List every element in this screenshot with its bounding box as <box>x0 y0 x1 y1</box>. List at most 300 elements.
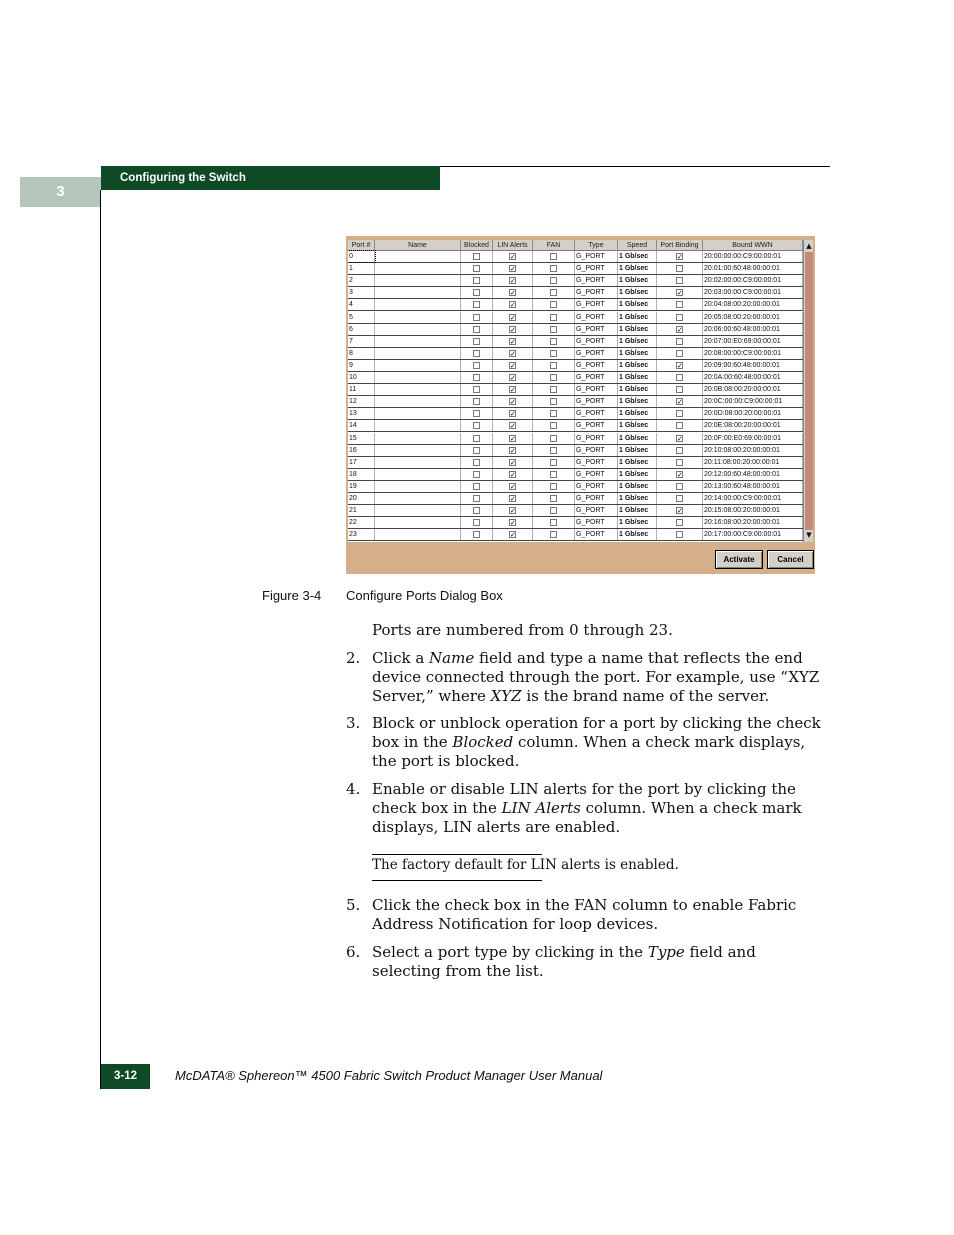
blocked-checkbox-cell <box>461 372 493 383</box>
blocked-checkbox[interactable] <box>473 495 480 502</box>
lin-alerts-checkbox[interactable]: ✓ <box>510 265 516 274</box>
lin-alerts-checkbox-cell <box>493 275 533 286</box>
type-field[interactable]: G_PORT <box>575 408 618 419</box>
bound-wwn-field[interactable]: 20:06:00:60:48:00:00:01 <box>703 324 803 335</box>
port-binding-checkbox[interactable]: ✓ <box>677 289 683 298</box>
port-binding-checkbox-cell <box>657 505 703 516</box>
bound-wwn-field[interactable]: 20:0B:08:00:20:00:00:01 <box>703 384 803 395</box>
port-binding-checkbox[interactable] <box>676 350 683 357</box>
lin-alerts-checkbox-cell <box>493 324 533 335</box>
port-binding-checkbox-cell <box>657 396 703 407</box>
speed-field[interactable]: 1 Gb/sec <box>618 360 657 371</box>
bound-wwn-field[interactable]: 20:15:08:00:20:00:00:01 <box>703 505 803 516</box>
speed-field[interactable]: 1 Gb/sec <box>618 312 657 323</box>
lin-alerts-checkbox[interactable]: ✓ <box>510 277 516 286</box>
port-binding-checkbox-cell <box>657 384 703 395</box>
bound-wwn-field[interactable]: 20:17:00:00:C9:00:00:01 <box>703 529 803 540</box>
speed-field[interactable]: 1 Gb/sec <box>618 348 657 359</box>
lin-alerts-checkbox[interactable]: ✓ <box>510 253 516 261</box>
name-field[interactable] <box>375 505 461 516</box>
blocked-checkbox-cell <box>461 348 493 359</box>
speed-field[interactable]: 1 Gb/sec <box>618 263 657 274</box>
lin-alerts-checkbox-cell <box>493 287 533 298</box>
fan-checkbox[interactable] <box>550 398 557 405</box>
ports-table <box>348 240 803 542</box>
step-number: 6. <box>346 943 361 961</box>
name-field[interactable] <box>375 384 461 395</box>
port-binding-checkbox-cell <box>657 481 703 492</box>
port-binding-checkbox[interactable]: ✓ <box>677 325 683 334</box>
lin-alerts-checkbox[interactable]: ✓ <box>510 519 516 528</box>
blocked-checkbox-cell <box>461 360 493 371</box>
fan-checkbox-cell <box>533 420 575 431</box>
port-binding-checkbox[interactable] <box>676 374 683 381</box>
blocked-checkbox[interactable] <box>473 459 480 466</box>
bound-wwn-field[interactable]: 20:13:00:60:48:00:00:01 <box>703 481 803 492</box>
port-cell: 12 <box>348 396 375 407</box>
blocked-checkbox[interactable] <box>473 265 480 272</box>
fan-checkbox-cell <box>533 263 575 274</box>
bound-wwn-field[interactable]: 20:16:08:00:20:00:00:01 <box>703 517 803 528</box>
type-field[interactable]: G_PORT <box>575 481 618 492</box>
fan-checkbox-cell <box>533 336 575 347</box>
name-field[interactable] <box>375 408 461 419</box>
name-field[interactable] <box>375 481 461 492</box>
bound-wwn-field[interactable]: 20:0C:00:00:C9:00:00:01 <box>703 396 803 407</box>
section-header: Configuring the Switch <box>101 166 440 190</box>
port-cell: 14 <box>348 420 375 431</box>
fan-checkbox[interactable] <box>550 531 557 538</box>
lin-alerts-checkbox[interactable]: ✓ <box>510 531 516 540</box>
port-binding-checkbox[interactable] <box>676 265 683 272</box>
type-field[interactable]: G_PORT <box>575 336 618 347</box>
fan-checkbox-cell <box>533 505 575 516</box>
fan-checkbox[interactable] <box>550 519 557 526</box>
table-row <box>348 469 803 481</box>
name-field[interactable] <box>375 372 461 383</box>
blocked-checkbox[interactable] <box>473 519 480 526</box>
port-binding-checkbox[interactable] <box>676 495 683 502</box>
port-binding-checkbox[interactable] <box>676 483 683 490</box>
lin-alerts-checkbox-cell <box>493 420 533 431</box>
type-field[interactable]: G_PORT <box>575 505 618 516</box>
table-row <box>348 529 803 541</box>
name-field[interactable] <box>375 251 461 262</box>
speed-field[interactable]: 1 Gb/sec <box>618 493 657 504</box>
bound-wwn-field[interactable]: 20:07:00:E0:69:00:00:01 <box>703 336 803 347</box>
col-port-binding-header[interactable]: Port Binding <box>657 240 703 251</box>
page-number: 3-12 <box>101 1064 150 1089</box>
name-field[interactable] <box>375 457 461 468</box>
port-cell: 1 <box>348 263 375 274</box>
name-field[interactable] <box>375 529 461 540</box>
name-field[interactable] <box>375 360 461 371</box>
blocked-checkbox[interactable] <box>473 362 480 369</box>
blocked-checkbox[interactable] <box>473 422 480 429</box>
blocked-checkbox-cell <box>461 251 493 262</box>
port-binding-checkbox[interactable] <box>676 410 683 417</box>
table-row <box>348 360 803 372</box>
fan-checkbox[interactable] <box>550 253 557 260</box>
name-field[interactable] <box>375 445 461 456</box>
speed-field[interactable]: 1 Gb/sec <box>618 251 657 262</box>
header-rule <box>440 166 830 167</box>
name-field[interactable] <box>375 517 461 528</box>
speed-field[interactable]: 1 Gb/sec <box>618 287 657 298</box>
fan-checkbox[interactable] <box>550 471 557 478</box>
blocked-checkbox-cell <box>461 384 493 395</box>
fan-checkbox[interactable] <box>550 435 557 442</box>
blocked-checkbox[interactable] <box>473 447 480 454</box>
fan-checkbox[interactable] <box>550 326 557 333</box>
lin-alerts-checkbox[interactable]: ✓ <box>510 470 516 479</box>
port-binding-checkbox[interactable] <box>676 519 683 526</box>
fan-checkbox[interactable] <box>550 386 557 393</box>
fan-checkbox[interactable] <box>550 289 557 296</box>
port-binding-checkbox[interactable] <box>676 314 683 321</box>
speed-field[interactable]: 1 Gb/sec <box>618 408 657 419</box>
name-field[interactable] <box>375 420 461 431</box>
type-field[interactable]: G_PORT <box>575 275 618 286</box>
type-field[interactable]: G_PORT <box>575 433 618 444</box>
type-field[interactable]: G_PORT <box>575 263 618 274</box>
bound-wwn-field[interactable]: 20:02:00:00:C9:00:00:01 <box>703 275 803 286</box>
lin-alerts-checkbox[interactable]: ✓ <box>510 337 516 346</box>
blocked-checkbox[interactable] <box>473 507 480 514</box>
blocked-checkbox[interactable] <box>473 531 480 538</box>
step-2 <box>346 649 822 706</box>
port-binding-checkbox[interactable]: ✓ <box>677 434 683 443</box>
scroll-up-arrow-icon[interactable]: ▲ <box>806 242 812 250</box>
fan-checkbox-cell <box>533 457 575 468</box>
port-cell: 20 <box>348 493 375 504</box>
port-binding-checkbox[interactable] <box>676 301 683 308</box>
speed-field[interactable]: 1 Gb/sec <box>618 517 657 528</box>
name-field[interactable] <box>375 275 461 286</box>
bound-wwn-field[interactable]: 20:01:00:60:48:00:00:01 <box>703 263 803 274</box>
footer-title: McDATA® Sphereon™ 4500 Fabric Switch Product Manager User Manual <box>175 1068 603 1083</box>
step-4 <box>346 780 822 837</box>
port-binding-checkbox[interactable] <box>676 386 683 393</box>
fan-checkbox-cell <box>533 372 575 383</box>
port-binding-checkbox-cell <box>657 457 703 468</box>
speed-field[interactable]: 1 Gb/sec <box>618 505 657 516</box>
blocked-checkbox[interactable] <box>473 435 480 442</box>
configure-ports-dialog <box>346 236 815 574</box>
bound-wwn-field[interactable]: 20:0A:00:60:48:00:00:01 <box>703 372 803 383</box>
lin-alerts-checkbox-cell <box>493 348 533 359</box>
port-binding-checkbox[interactable] <box>676 338 683 345</box>
note-text: The factory default for LIN alerts is enabled. <box>372 857 679 873</box>
table-scrollbar[interactable] <box>803 240 813 542</box>
blocked-checkbox-cell <box>461 469 493 480</box>
type-field[interactable]: G_PORT <box>575 517 618 528</box>
speed-field[interactable]: 1 Gb/sec <box>618 336 657 347</box>
port-cell: 21 <box>348 505 375 516</box>
lin-alerts-checkbox[interactable]: ✓ <box>510 313 516 322</box>
lin-alerts-checkbox-cell <box>493 251 533 262</box>
table-row <box>348 275 803 287</box>
bound-wwn-field[interactable]: 20:09:00:60:48:00:00:01 <box>703 360 803 371</box>
type-field[interactable]: G_PORT <box>575 324 618 335</box>
blocked-checkbox-cell <box>461 396 493 407</box>
table-row <box>348 420 803 432</box>
bound-wwn-field[interactable]: 20:10:08:00:20:00:00:01 <box>703 445 803 456</box>
name-field[interactable] <box>375 287 461 298</box>
name-field[interactable] <box>375 396 461 407</box>
port-binding-checkbox-cell <box>657 360 703 371</box>
type-field[interactable]: G_PORT <box>575 529 618 540</box>
fan-checkbox[interactable] <box>550 362 557 369</box>
fan-checkbox[interactable] <box>550 374 557 381</box>
fan-checkbox-cell <box>533 360 575 371</box>
fan-checkbox[interactable] <box>550 410 557 417</box>
lin-alerts-checkbox-cell <box>493 445 533 456</box>
type-field[interactable]: G_PORT <box>575 312 618 323</box>
lin-alerts-checkbox-cell <box>493 529 533 540</box>
fan-checkbox[interactable] <box>550 301 557 308</box>
blocked-checkbox-cell <box>461 481 493 492</box>
table-row <box>348 505 803 517</box>
port-binding-checkbox[interactable]: ✓ <box>677 361 683 370</box>
port-binding-checkbox[interactable]: ✓ <box>677 253 683 261</box>
bound-wwn-field[interactable]: 20:00:00:00:C9:00:00:01 <box>703 251 803 262</box>
speed-field[interactable]: 1 Gb/sec <box>618 396 657 407</box>
fan-checkbox[interactable] <box>550 507 557 514</box>
chapter-tab: 3 <box>20 177 101 207</box>
bound-wwn-field[interactable]: 20:12:00:60:48:00:00:01 <box>703 469 803 480</box>
table-row <box>348 263 803 275</box>
fan-checkbox-cell <box>533 299 575 310</box>
blocked-checkbox[interactable] <box>473 253 480 260</box>
lin-alerts-checkbox[interactable]: ✓ <box>510 422 516 431</box>
type-field[interactable]: G_PORT <box>575 420 618 431</box>
blocked-checkbox-cell <box>461 299 493 310</box>
lin-alerts-checkbox[interactable]: ✓ <box>510 386 516 395</box>
blocked-checkbox[interactable] <box>473 301 480 308</box>
scroll-down-arrow-icon[interactable]: ▼ <box>806 531 812 539</box>
port-binding-checkbox-cell <box>657 287 703 298</box>
speed-field[interactable]: 1 Gb/sec <box>618 372 657 383</box>
blocked-checkbox[interactable] <box>473 398 480 405</box>
name-field[interactable] <box>375 336 461 347</box>
table-row <box>348 481 803 493</box>
bound-wwn-field[interactable]: 20:0E:08:00:20:00:00:01 <box>703 420 803 431</box>
fan-checkbox[interactable] <box>550 265 557 272</box>
col-fan-header[interactable]: FAN <box>533 240 575 251</box>
lin-alerts-checkbox-cell <box>493 481 533 492</box>
port-cell: 6 <box>348 324 375 335</box>
step-3 <box>346 714 822 771</box>
cancel-button[interactable]: Cancel <box>767 550 814 569</box>
lin-alerts-checkbox[interactable]: ✓ <box>510 446 516 455</box>
speed-field[interactable]: 1 Gb/sec <box>618 324 657 335</box>
fan-checkbox[interactable] <box>550 447 557 454</box>
name-field[interactable] <box>375 469 461 480</box>
blocked-checkbox-cell <box>461 457 493 468</box>
name-field[interactable] <box>375 263 461 274</box>
port-binding-checkbox-cell <box>657 517 703 528</box>
port-binding-checkbox-cell <box>657 324 703 335</box>
speed-field[interactable]: 1 Gb/sec <box>618 420 657 431</box>
col-port-header[interactable]: Port # <box>348 240 375 251</box>
name-field[interactable] <box>375 348 461 359</box>
bound-wwn-field[interactable]: 20:05:08:00:20:00:00:01 <box>703 312 803 323</box>
speed-field[interactable]: 1 Gb/sec <box>618 481 657 492</box>
lin-alerts-checkbox[interactable]: ✓ <box>510 495 516 503</box>
col-speed-header[interactable]: Speed <box>618 240 657 251</box>
port-cell: 10 <box>348 372 375 383</box>
lin-alerts-checkbox-cell <box>493 517 533 528</box>
blocked-checkbox-cell <box>461 493 493 504</box>
port-binding-checkbox-cell <box>657 445 703 456</box>
name-field[interactable] <box>375 312 461 323</box>
port-binding-checkbox-cell <box>657 263 703 274</box>
port-binding-checkbox[interactable] <box>676 277 683 284</box>
type-field[interactable]: G_PORT <box>575 457 618 468</box>
lin-alerts-checkbox-cell <box>493 336 533 347</box>
step-6 <box>346 943 822 981</box>
lin-alerts-checkbox[interactable]: ✓ <box>510 410 516 419</box>
speed-field[interactable]: 1 Gb/sec <box>618 433 657 444</box>
blocked-checkbox-cell <box>461 312 493 323</box>
type-field[interactable]: G_PORT <box>575 396 618 407</box>
name-field[interactable] <box>375 299 461 310</box>
fan-checkbox[interactable] <box>550 495 557 502</box>
port-binding-checkbox[interactable] <box>676 459 683 466</box>
type-field[interactable]: G_PORT <box>575 348 618 359</box>
lin-alerts-checkbox[interactable]: ✓ <box>510 361 516 370</box>
speed-field[interactable]: 1 Gb/sec <box>618 469 657 480</box>
figure-title: Configure Ports Dialog Box <box>346 588 503 603</box>
speed-field[interactable]: 1 Gb/sec <box>618 384 657 395</box>
type-field[interactable]: G_PORT <box>575 299 618 310</box>
col-lin-alerts-header[interactable]: LIN Alerts <box>493 240 533 251</box>
col-name-header[interactable]: Name <box>375 240 461 251</box>
col-bound-wwn-header[interactable]: Bound WWN <box>703 240 803 251</box>
port-binding-checkbox[interactable] <box>676 447 683 454</box>
bound-wwn-field[interactable]: 20:04:08:00:20:00:00:01 <box>703 299 803 310</box>
port-binding-checkbox[interactable]: ✓ <box>677 507 683 516</box>
table-row <box>348 396 803 408</box>
lin-alerts-checkbox[interactable]: ✓ <box>510 374 516 382</box>
lin-alerts-checkbox[interactable]: ✓ <box>510 289 516 298</box>
type-field[interactable]: G_PORT <box>575 469 618 480</box>
col-type-header[interactable]: Type <box>575 240 618 251</box>
lin-alerts-checkbox-cell <box>493 384 533 395</box>
lin-alerts-checkbox[interactable]: ✓ <box>510 458 516 467</box>
type-field[interactable]: G_PORT <box>575 251 618 262</box>
blocked-checkbox[interactable] <box>473 483 480 490</box>
blocked-checkbox[interactable] <box>473 277 480 284</box>
port-cell: 15 <box>348 433 375 444</box>
lin-alerts-checkbox[interactable]: ✓ <box>510 507 516 516</box>
blocked-checkbox[interactable] <box>473 326 480 333</box>
blocked-checkbox[interactable] <box>473 338 480 345</box>
speed-field[interactable]: 1 Gb/sec <box>618 445 657 456</box>
blocked-checkbox[interactable] <box>473 386 480 393</box>
port-binding-checkbox-cell <box>657 420 703 431</box>
lin-alerts-checkbox[interactable]: ✓ <box>510 434 516 443</box>
scroll-track[interactable] <box>805 252 813 530</box>
speed-field[interactable]: 1 Gb/sec <box>618 275 657 286</box>
fan-checkbox-cell <box>533 529 575 540</box>
port-binding-checkbox-cell <box>657 348 703 359</box>
blocked-checkbox[interactable] <box>473 289 480 296</box>
blocked-checkbox[interactable] <box>473 410 480 417</box>
blocked-checkbox-cell <box>461 275 493 286</box>
blocked-checkbox[interactable] <box>473 314 480 321</box>
port-binding-checkbox[interactable] <box>676 531 683 538</box>
bound-wwn-field[interactable]: 20:08:00:00:C9:00:00:01 <box>703 348 803 359</box>
fan-checkbox[interactable] <box>550 483 557 490</box>
margin-rule <box>100 190 101 1089</box>
name-field[interactable] <box>375 324 461 335</box>
lin-alerts-checkbox[interactable]: ✓ <box>510 325 516 334</box>
name-field[interactable] <box>375 493 461 504</box>
bound-wwn-field[interactable]: 20:0F:00:E0:69:00:00:01 <box>703 433 803 444</box>
speed-field[interactable]: 1 Gb/sec <box>618 457 657 468</box>
lin-alerts-checkbox[interactable]: ✓ <box>510 482 516 491</box>
bound-wwn-field[interactable]: 20:11:08:00:20:00:00:01 <box>703 457 803 468</box>
port-cell: 5 <box>348 312 375 323</box>
col-blocked-header[interactable]: Blocked <box>461 240 493 251</box>
fan-checkbox[interactable] <box>550 422 557 429</box>
lin-alerts-checkbox-cell <box>493 263 533 274</box>
lin-alerts-checkbox-cell <box>493 493 533 504</box>
activate-button[interactable]: Activate <box>715 550 763 569</box>
fan-checkbox-cell <box>533 396 575 407</box>
lin-alerts-checkbox[interactable]: ✓ <box>510 301 516 310</box>
lin-alerts-checkbox[interactable]: ✓ <box>510 349 516 358</box>
port-cell: 13 <box>348 408 375 419</box>
blocked-checkbox[interactable] <box>473 471 480 478</box>
port-binding-checkbox[interactable]: ✓ <box>677 470 683 479</box>
type-field[interactable]: G_PORT <box>575 384 618 395</box>
fan-checkbox[interactable] <box>550 350 557 357</box>
port-binding-checkbox[interactable] <box>676 422 683 429</box>
fan-checkbox-cell <box>533 481 575 492</box>
table-row <box>348 312 803 324</box>
type-field[interactable]: G_PORT <box>575 372 618 383</box>
blocked-checkbox[interactable] <box>473 350 480 357</box>
fan-checkbox[interactable] <box>550 277 557 284</box>
fan-checkbox[interactable] <box>550 459 557 466</box>
bound-wwn-field[interactable]: 20:14:00:00:C9:00:00:01 <box>703 493 803 504</box>
speed-field[interactable]: 1 Gb/sec <box>618 529 657 540</box>
bound-wwn-field[interactable]: 20:0D:08:00:20:00:00:01 <box>703 408 803 419</box>
lin-alerts-checkbox-cell <box>493 299 533 310</box>
fan-checkbox-cell <box>533 493 575 504</box>
fan-checkbox[interactable] <box>550 314 557 321</box>
type-field[interactable]: G_PORT <box>575 445 618 456</box>
lin-alerts-checkbox[interactable]: ✓ <box>510 398 516 407</box>
speed-field[interactable]: 1 Gb/sec <box>618 299 657 310</box>
table-row <box>348 493 803 505</box>
name-field[interactable] <box>375 433 461 444</box>
type-field[interactable]: G_PORT <box>575 287 618 298</box>
type-field[interactable]: G_PORT <box>575 360 618 371</box>
fan-checkbox[interactable] <box>550 338 557 345</box>
port-binding-checkbox[interactable]: ✓ <box>677 398 683 407</box>
port-cell: 3 <box>348 287 375 298</box>
table-row <box>348 372 803 384</box>
bound-wwn-field[interactable]: 20:03:00:00:C9:00:00:01 <box>703 287 803 298</box>
fan-checkbox-cell <box>533 517 575 528</box>
fan-checkbox-cell <box>533 469 575 480</box>
type-field[interactable]: G_PORT <box>575 493 618 504</box>
blocked-checkbox[interactable] <box>473 374 480 381</box>
